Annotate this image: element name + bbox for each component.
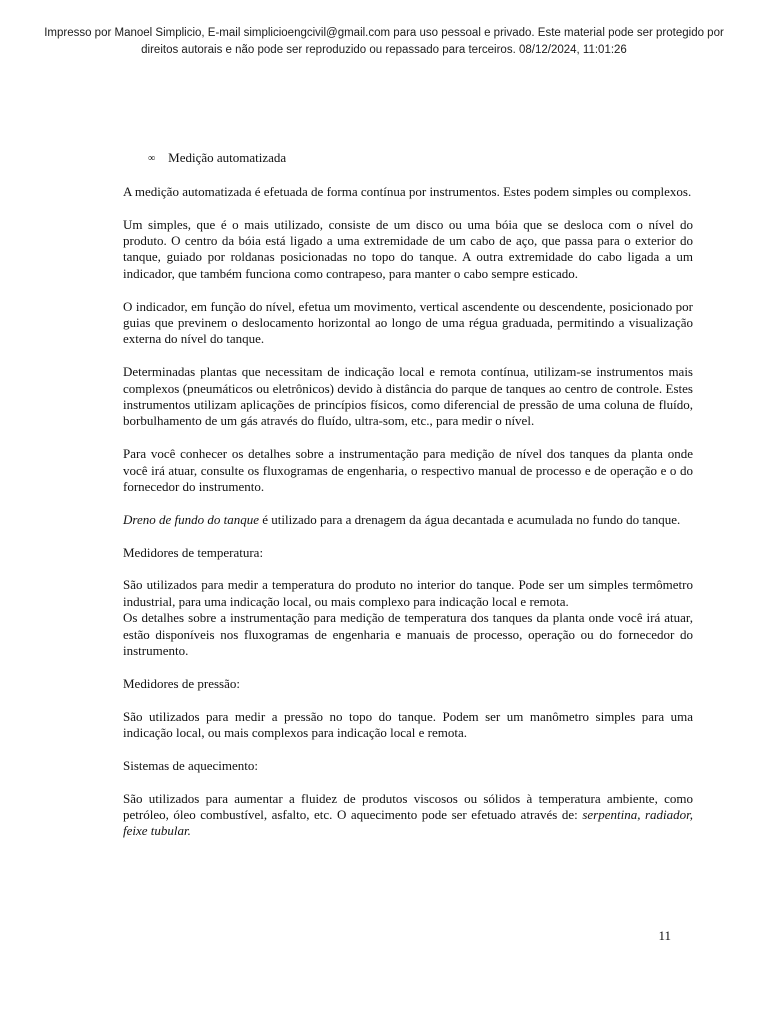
- paragraph-pressure-usage: São utilizados para medir a pressão no topo do tanque. Podem ser um manômetro simples para uma indicação local, ou mais complexos para indicação local e remota.: [123, 708, 693, 741]
- paragraph-temperature-details: Os detalhes sobre a instrumentação para medição de temperatura dos tanques da planta onde você irá atuar, estão disponíveis nos fluxogramas de engenharia e manuais de processo, operação ou do fornecedor do instrumento.: [123, 610, 693, 659]
- heading-temperature-meters: Medidores de temperatura:: [123, 544, 264, 560]
- paragraph-heating-usage: [123, 791, 693, 840]
- heating-usage-text: São utilizados para aumentar a fluidez de produtos viscosos ou sólidos à temperatura ambiente, como petróleo, óleo combustível, asfalto, etc. O aquecimento pode ser efetuado através de:: [123, 790, 693, 823]
- heating-types-term: serpentina, radiador, feixe tubular.: [123, 807, 694, 839]
- paragraph-consult-details: Para você conhecer os detalhes sobre a instrumentação para medição de nível dos tanques da planta onde você irá atuar, consulte os fluxogramas de engenharia, o respectivo manual de processo e de operação e o do fornecedor do instrumento.: [123, 446, 693, 495]
- paragraph-tank-drain: [123, 512, 693, 528]
- heading-pressure-meters: Medidores de pressão:: [123, 675, 240, 691]
- paragraph-simple-instrument: Um simples, que é o mais utilizado, consiste de um disco ou uma bóia que se desloca com o nível do produto. O centro da bóia está ligado a uma extremidade de um cabo de aço, que passa para o exterior do tanque, guiado por roldanas posicionadas no topo do tanque. A outra extremidade do cabo ligada a um indicador, que também funciona como contrapeso, para manter o cabo sempre esticado.: [123, 216, 693, 281]
- print-watermark-header: Impresso por Manoel Simplicio, E-mail simplicioengcivil@gmail.com para uso pessoal e privado. Este material pode ser protegido por direitos autorais e não pode ser reproduzido ou repassado para terceiros. 08/12/2024, 11:01:26: [44, 27, 724, 56]
- paragraph-temperature-usage: São utilizados para medir a temperatura do produto no interior do tanque. Pode ser um simples termômetro industrial, para uma indicação local, ou mais complexo para indicação local e remota.: [123, 577, 693, 609]
- bullet-item: [123, 150, 693, 167]
- bullet-icon: ∞: [148, 153, 156, 164]
- page-number: 11: [658, 928, 671, 943]
- tank-drain-term: Dreno de fundo do tanque: [123, 511, 259, 527]
- heading-heating-systems: Sistemas de aquecimento:: [123, 757, 259, 773]
- bullet-item-label: Medição automatizada: [168, 150, 287, 165]
- paragraph-indicator-movement: O indicador, em função do nível, efetua um movimento, vertical ascendente ou descendente, posicionado por guias que previnem o deslocamento horizontal ao longo de uma régua graduada, permitindo a visualização externa do nível do tanque.: [123, 298, 693, 347]
- paragraph-automated-measurement-intro: A medição automatizada é efetuada de forma contínua por instrumentos. Estes podem simples ou complexos.: [123, 183, 692, 199]
- document-body: [123, 150, 693, 856]
- tank-drain-rest: é utilizado para a drenagem da água decantada e acumulada no fundo do tanque.: [259, 511, 681, 527]
- paragraph-complex-instruments: Determinadas plantas que necessitam de indicação local e remota contínua, utilizam-se instrumentos mais complexos (pneumáticos ou eletrônicos) devido à distância do parque de tanques ao centro de controle. Estes instrumentos utilizam aplicações de princípios físicos, como diferencial de pressão de uma coluna de fluído, borbulhamento de um gás através do fluído, ultra-som, etc., para medir o nível.: [123, 364, 693, 429]
